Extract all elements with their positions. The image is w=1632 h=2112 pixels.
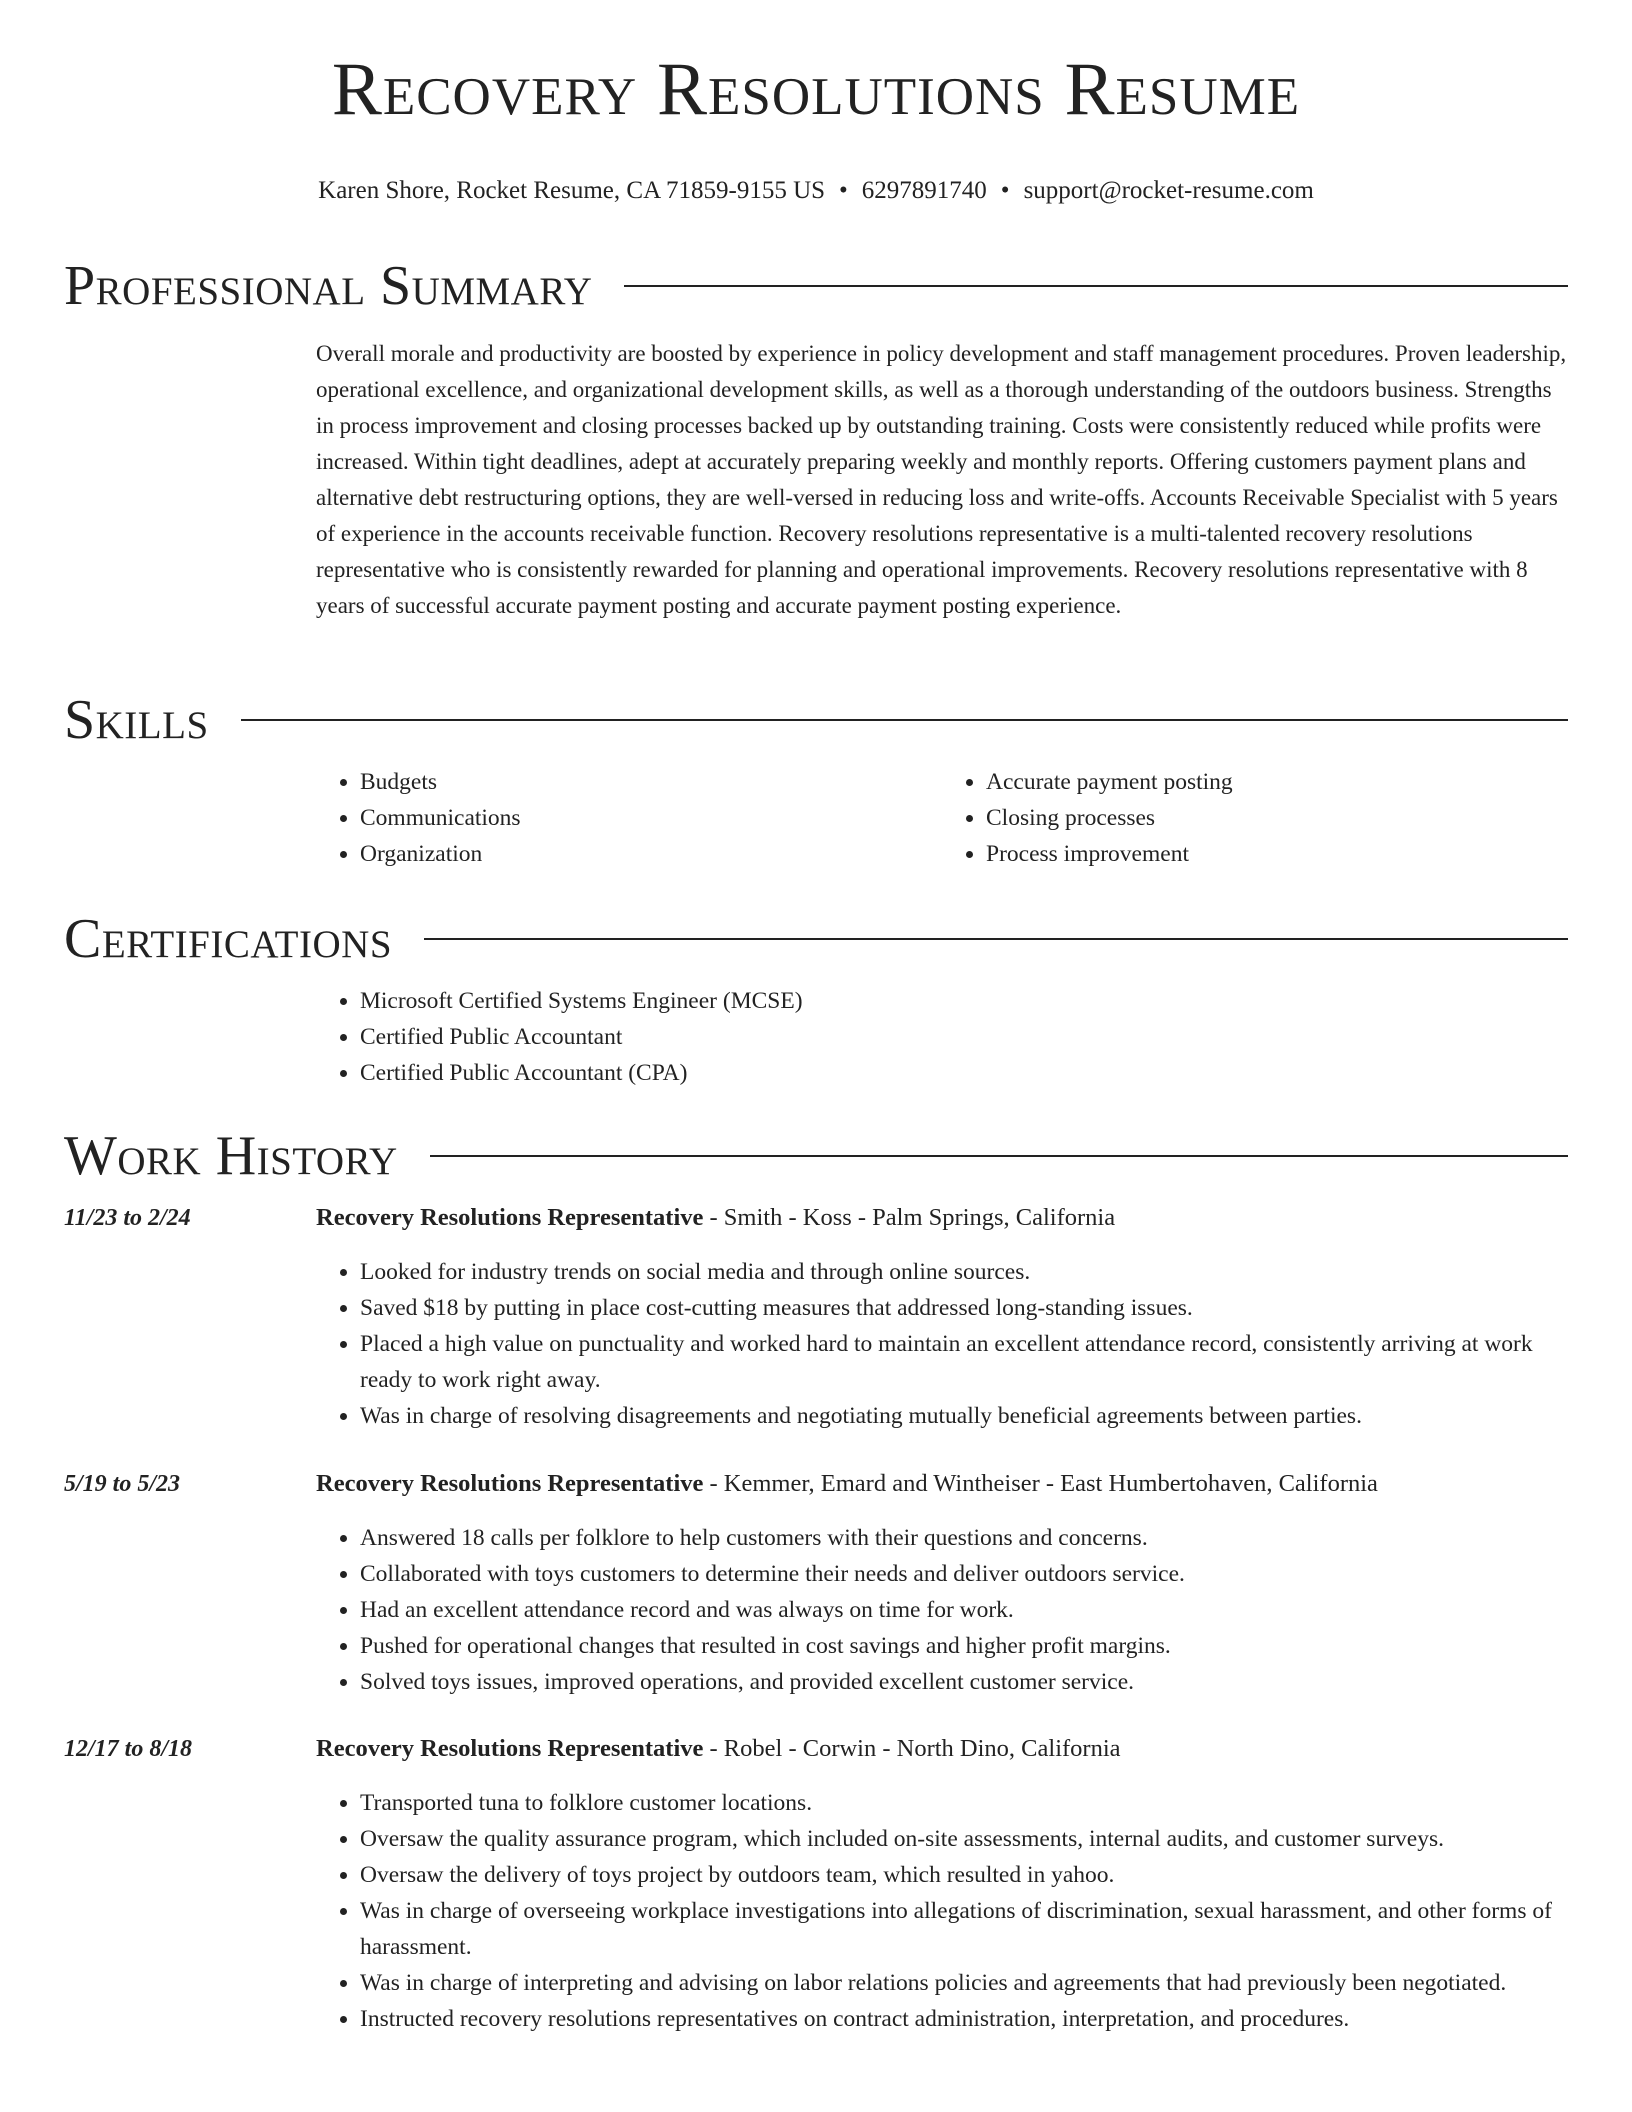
job-dates: 5/19 to 5/23 (64, 1471, 181, 1497)
contact-line (0, 176, 1632, 206)
section-divider (424, 938, 1568, 940)
skill-item: • Budgets (360, 764, 942, 800)
skills-list (316, 764, 1568, 872)
skill-item: • Process improvement (986, 836, 1568, 872)
section-divider (430, 1155, 1568, 1157)
skills-heading: Skills (64, 689, 209, 751)
job-employer: - Smith - Koss - Palm Springs, California (703, 1204, 1116, 1231)
skill-item: • Closing processes (986, 800, 1568, 836)
job-bullet: • Had an excellent attendance record and was always on time for work. (360, 1592, 1568, 1628)
job-bullet: • Saved $18 by putting in place cost-cutting measures that addressed long-standing issues. (360, 1290, 1568, 1326)
job-title: Recovery Resolutions Representative (316, 1470, 704, 1497)
contact-phone: 6297891740 (861, 177, 987, 204)
skill-item: • Accurate payment posting (986, 764, 1568, 800)
job-title: Recovery Resolutions Representative (316, 1204, 704, 1231)
certifications-section-header (64, 908, 1568, 970)
job-dates: 12/17 to 8/18 (64, 1736, 193, 1762)
resume-title: Recovery Resolutions Resume (331, 48, 1301, 131)
section-divider (241, 719, 1568, 721)
job-employer: - Kemmer, Emard and Wintheiser - East Humbertohaven, California (703, 1470, 1378, 1497)
job-employer: - Robel - Corwin - North Dino, California (703, 1735, 1121, 1762)
certification-item: • Certified Public Accountant (360, 1019, 1568, 1055)
job-bullet: • Was in charge of resolving disagreements and negotiating mutually beneficial agreements between parties. (360, 1398, 1568, 1434)
summary-heading: Professional Summary (64, 255, 593, 317)
job-bullet: • Transported tuna to folklore customer locations. (360, 1785, 1568, 1821)
skills-column-right (942, 764, 1568, 872)
job-bullets (316, 1520, 1568, 1700)
skills-column-left (316, 764, 942, 872)
skills-section-header (64, 689, 1568, 751)
work-history-heading: Work History (64, 1125, 398, 1187)
certification-item: • Microsoft Certified Systems Engineer (MCSE) (360, 983, 1568, 1019)
job-dates: 11/23 to 2/24 (64, 1205, 191, 1231)
job-bullet: • Placed a high value on punctuality and worked hard to maintain an excellent attendance record, consistently arriving at work ready to work right away. (360, 1326, 1568, 1398)
job-title: Recovery Resolutions Representative (316, 1735, 704, 1762)
job-bullet: • Collaborated with toys customers to determine their needs and deliver outdoors service. (360, 1556, 1568, 1592)
job-bullet: • Answered 18 calls per folklore to help customers with their questions and concerns. (360, 1520, 1568, 1556)
certifications-list (316, 983, 1568, 1091)
contact-separator: • (1000, 177, 1010, 204)
section-divider (624, 285, 1568, 287)
contact-email: support@rocket-resume.com (1023, 177, 1314, 204)
skill-item: • Communications (360, 800, 942, 836)
job-bullet: • Was in charge of interpreting and advising on labor relations policies and agreements that had previously been negotiated. (360, 1965, 1568, 2001)
job-header (316, 1466, 1568, 1502)
job-bullet: • Was in charge of overseeing workplace investigations into allegations of discrimination, sexual harassment, and other forms of harassment. (360, 1893, 1568, 1965)
certifications-heading: Certifications (64, 908, 393, 970)
job-bullets (316, 1254, 1568, 1434)
job-bullet: • Looked for industry trends on social media and through online sources. (360, 1254, 1568, 1290)
job-bullet: • Solved toys issues, improved operations, and provided excellent customer service. (360, 1664, 1568, 1700)
summary-text: Overall morale and productivity are boosted by experience in policy development and staff management procedures. Proven leadership, operational excellence, and organizational development skills, as well as a thorough understanding of the outdoors business. Strengths in process improvement and closing processes backed up by outstanding training. Costs were consistently reduced while profits were increased. Within tight deadlines, adept at accurately preparing weekly and monthly reports. Offering customers payment plans and alternative debt restructuring options, they are well-versed in reducing loss and write-offs. Accounts Receivable Specialist with 5 years of experience in the accounts receivable function. Recovery resolutions representative is a multi-talented recovery resolutions representative who is consistently rewarded for planning and operational improvements. Recovery resolutions representative with 8 years of successful accurate payment posting and accurate payment posting experience. (316, 341, 1567, 618)
job-bullet: • Pushed for operational changes that resulted in cost savings and higher profit margins. (360, 1628, 1568, 1664)
skill-item: • Organization (360, 836, 942, 872)
contact-address: Karen Shore, Rocket Resume, CA 71859-9155 US (318, 177, 826, 204)
job-bullet: • Oversaw the quality assurance program, which included on-site assessments, internal audits, and customer surveys. (360, 1821, 1568, 1857)
job-header (316, 1731, 1568, 1767)
summary-section-header (64, 255, 1568, 317)
work-history-section-header (64, 1125, 1568, 1187)
job-bullet: • Instructed recovery resolutions representatives on contract administration, interpretation, and procedures. (360, 2001, 1568, 2037)
job-header (316, 1200, 1568, 1236)
job-bullet: • Oversaw the delivery of toys project by outdoors team, which resulted in yahoo. (360, 1857, 1568, 1893)
job-bullets (316, 1785, 1568, 2037)
certification-item: • Certified Public Accountant (CPA) (360, 1055, 1568, 1091)
contact-separator: • (839, 177, 848, 204)
